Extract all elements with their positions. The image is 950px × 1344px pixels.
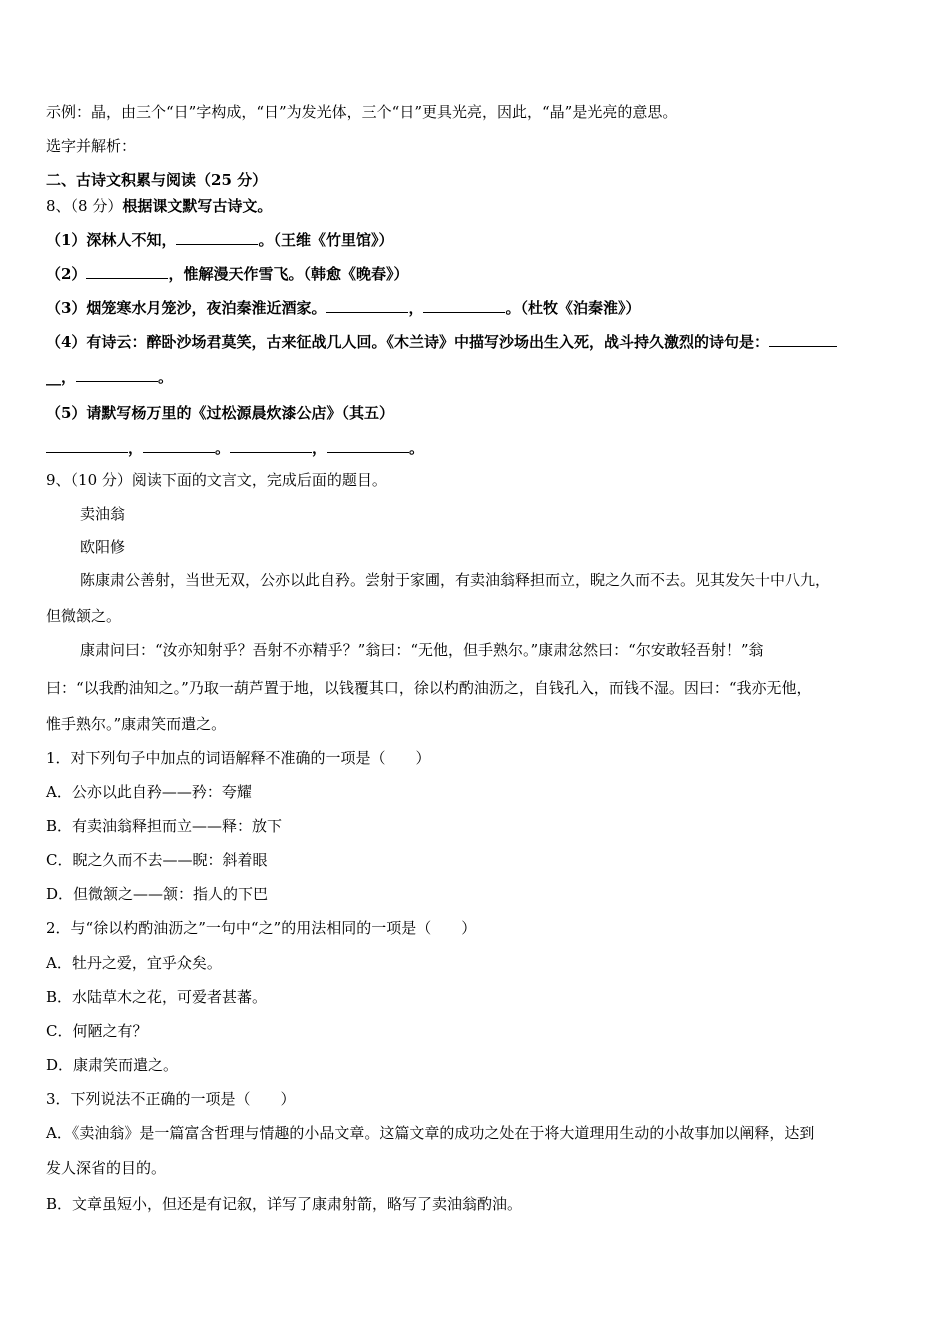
q8-item-4: （4）有诗云：醉卧沙场君莫笑，古来征战几人回。《木兰诗》中描写沙场出生入死，战斗持久激烈的诗句是： (46, 332, 837, 352)
answer-blank[interactable] (327, 438, 409, 453)
sq3-option-a-line1[interactable]: A．《卖油翁》是一篇富含哲理与情趣的小品文章。这篇文章的成功之处在于将大道理用生动的小故事加以阐释，达到 (46, 1124, 815, 1142)
passage-p1-line1: 陈康肃公善射，当世无双，公亦以此自矜。尝射于家圃，有卖油翁释担而立，睨之久而不去。见其发矢十中八九， (80, 571, 831, 589)
sq2-option-d[interactable]: D．康肃笑而遣之。 (46, 1056, 179, 1074)
passage-p2-line3: 惟手熟尔。”康肃笑而遣之。 (46, 715, 227, 733)
sq3-question: 3．下列说法不正确的一项是（ ） (46, 1090, 296, 1108)
passage-p2-line2: 曰：“以我酌油知之。”乃取一葫芦置于地，以钱覆其口，徐以杓酌油沥之，自钱孔入，而钱不湿。因曰：“我亦无他， (46, 679, 812, 697)
sq2-option-c[interactable]: C．何陋之有？ (46, 1022, 148, 1040)
passage-author: 欧阳修 (80, 538, 126, 556)
answer-blank[interactable] (769, 332, 837, 347)
sq3-option-a-line2[interactable]: 发人深省的目的。 (46, 1159, 167, 1177)
q8-item-3: （3）烟笼寒水月笼沙，夜泊秦淮近酒家。 ， 。（杜牧《泊秦淮》） (46, 299, 641, 317)
passage-title: 卖油翁 (80, 505, 126, 523)
sq1-question: 1．对下列句子中加点的词语解释不准确的一项是（ ） (46, 749, 431, 767)
answer-blank[interactable] (423, 298, 505, 313)
q8-number: 8、（8 分） (46, 197, 123, 215)
sq2-option-b[interactable]: B．水陆草木之花，可爱者甚蕃。 (46, 988, 268, 1006)
q9-intro: 9、（10 分）阅读下面的文言文，完成后面的题目。 (46, 471, 387, 489)
q8-item-1: （1）深林人不知， 。（王维《竹里馆》） (46, 231, 394, 249)
answer-blank[interactable] (46, 438, 128, 453)
sq2-question: 2．与“徐以杓酌油沥之”一句中“之”的用法相同的一项是（ ） (46, 919, 477, 937)
select-line: 选字并解析： (46, 137, 137, 155)
sq1-option-c[interactable]: C．睨之久而不去——睨：斜着眼 (46, 851, 268, 869)
q8-prompt: 根据课文默写古诗文。 (122, 197, 273, 215)
answer-blank[interactable] (230, 438, 312, 453)
q8-item-2: （2） ，惟解漫天作雪飞。（韩愈《晚春》） (46, 265, 409, 283)
passage-p2-line1: 康肃问曰：“汝亦知射乎？吾射不亦精乎？”翁曰：“无他，但手熟尔。”康肃忿然曰：“尔安敢轻吾射！”翁 (80, 641, 764, 659)
passage-p1-line2: 但微颔之。 (46, 607, 122, 625)
answer-blank[interactable] (143, 438, 215, 453)
section2-heading: 二、古诗文积累与阅读（25 分） (46, 171, 268, 189)
answer-blank[interactable] (86, 264, 168, 279)
q8-item-5: （5）请默写杨万里的《过松源晨炊漆公店》（其五） (46, 404, 394, 422)
example-line: 示例：晶，由三个“日”字构成，“日”为发光体，三个“日”更具光亮，因此，“晶”是光亮的意思。 (46, 103, 678, 121)
answer-blank[interactable] (326, 298, 408, 313)
sq1-option-b[interactable]: B．有卖油翁释担而立——释：放下 (46, 817, 283, 835)
q8-item-5-blanks: ， 。 ， 。 (46, 438, 424, 458)
sq2-option-a[interactable]: A．牡丹之爱，宜乎众矣。 (46, 954, 222, 972)
answer-blank[interactable] (176, 230, 258, 245)
sq1-option-d[interactable]: D．但微颔之——颔：指人的下巴 (46, 885, 269, 903)
q8-item-4-cont: __， 。 (46, 368, 174, 386)
sq3-option-b[interactable]: B．文章虽短小，但还是有记叙，详写了康肃射箭，略写了卖油翁酌油。 (46, 1195, 523, 1213)
q8-header (46, 196, 272, 216)
answer-blank[interactable] (76, 367, 158, 382)
sq1-option-a[interactable]: A．公亦以此自矜——矜：夸耀 (46, 783, 252, 801)
